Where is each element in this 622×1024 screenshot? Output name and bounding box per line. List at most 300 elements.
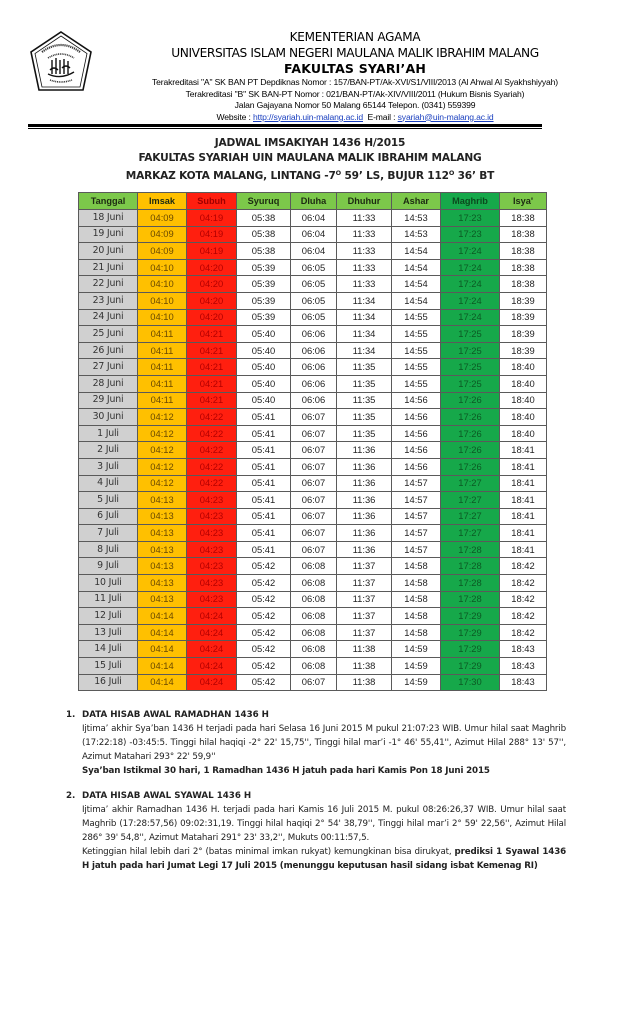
cell-dluha: 06:06	[291, 359, 337, 376]
cell-dhuhur: 11:37	[337, 608, 392, 625]
cell-tanggal: 7 Juli	[79, 525, 138, 542]
cell-dhuhur: 11:34	[337, 326, 392, 343]
cell-tanggal: 6 Juli	[79, 508, 138, 525]
cell-dhuhur: 11:35	[337, 409, 392, 426]
cell-tanggal: 20 Juni	[79, 243, 138, 260]
cell-imsak: 04:12	[138, 425, 187, 442]
cell-ashar: 14:58	[392, 608, 441, 625]
cell-subuh: 04:21	[187, 392, 237, 409]
email-link[interactable]: syariah@uin-malang.ac.id	[397, 111, 494, 122]
hisab-notes	[66, 708, 566, 884]
cell-tanggal: 3 Juli	[79, 458, 138, 475]
cell-dluha: 06:07	[291, 475, 337, 492]
cell-dhuhur: 11:37	[337, 558, 392, 575]
table-row	[79, 541, 547, 558]
cell-tanggal: 21 Juni	[79, 259, 138, 276]
cell-subuh: 04:22	[187, 475, 237, 492]
cell-syuruq: 05:42	[237, 575, 291, 592]
cell-syuruq: 05:41	[237, 409, 291, 426]
cell-imsak: 04:13	[138, 591, 187, 608]
column-header-syuruq: Syuruq	[237, 193, 291, 210]
cell-ashar: 14:59	[392, 674, 441, 691]
cell-tanggal: 23 Juni	[79, 292, 138, 309]
degree-symbol: O	[448, 169, 455, 177]
cell-subuh: 04:23	[187, 525, 237, 542]
cell-subuh: 04:23	[187, 492, 237, 509]
cell-syuruq: 05:40	[237, 326, 291, 343]
table-row	[79, 525, 547, 542]
table-row	[79, 475, 547, 492]
cell-subuh: 04:19	[187, 226, 237, 243]
cell-syuruq: 05:42	[237, 558, 291, 575]
cell-maghrib: 17:25	[441, 375, 500, 392]
cell-isya: 18:39	[500, 292, 547, 309]
cell-maghrib: 17:27	[441, 492, 500, 509]
cell-imsak: 04:13	[138, 558, 187, 575]
cell-dhuhur: 11:37	[337, 575, 392, 592]
cell-imsak: 04:10	[138, 309, 187, 326]
cell-subuh: 04:22	[187, 409, 237, 426]
cell-isya: 18:43	[500, 658, 547, 675]
note-heading: DATA HISAB AWAL RAMADHAN 1436 H	[82, 710, 269, 720]
cell-isya: 18:43	[500, 641, 547, 658]
column-header-imsak: Imsak	[138, 193, 187, 210]
table-row	[79, 392, 547, 409]
cell-isya: 18:39	[500, 326, 547, 343]
cell-isya: 18:40	[500, 409, 547, 426]
note-number: 1.	[66, 710, 76, 720]
cell-dhuhur: 11:33	[337, 226, 392, 243]
cell-isya: 18:40	[500, 359, 547, 376]
cell-ashar: 14:58	[392, 624, 441, 641]
cell-isya: 18:40	[500, 392, 547, 409]
cell-maghrib: 17:28	[441, 591, 500, 608]
table-header-row	[79, 193, 547, 210]
cell-tanggal: 30 Juni	[79, 409, 138, 426]
note-heading: DATA HISAB AWAL SYAWAL 1436 H	[82, 791, 252, 801]
cell-imsak: 04:12	[138, 409, 187, 426]
cell-subuh: 04:23	[187, 591, 237, 608]
schedule-title	[60, 136, 560, 184]
degree-symbol: O	[335, 169, 341, 177]
cell-isya: 18:42	[500, 558, 547, 575]
cell-isya: 18:41	[500, 492, 547, 509]
table-row	[79, 641, 547, 658]
cell-isya: 18:42	[500, 608, 547, 625]
cell-ashar: 14:57	[392, 541, 441, 558]
cell-tanggal: 4 Juli	[79, 475, 138, 492]
cell-subuh: 04:24	[187, 674, 237, 691]
hisab-note	[66, 789, 566, 873]
cell-syuruq: 05:41	[237, 425, 291, 442]
cell-dluha: 06:05	[291, 259, 337, 276]
title-longitude-minutes: 36’ BT	[454, 170, 495, 182]
cell-isya: 18:38	[500, 276, 547, 293]
cell-dhuhur: 11:37	[337, 591, 392, 608]
cell-dluha: 06:06	[291, 375, 337, 392]
cell-ashar: 14:56	[392, 409, 441, 426]
cell-dluha: 06:05	[291, 276, 337, 293]
cell-dhuhur: 11:34	[337, 309, 392, 326]
cell-dhuhur: 11:36	[337, 442, 392, 459]
cell-dluha: 06:08	[291, 558, 337, 575]
cell-syuruq: 05:40	[237, 359, 291, 376]
cell-isya: 18:40	[500, 425, 547, 442]
cell-syuruq: 05:41	[237, 442, 291, 459]
cell-subuh: 04:23	[187, 575, 237, 592]
cell-subuh: 04:19	[187, 210, 237, 227]
cell-imsak: 04:13	[138, 541, 187, 558]
table-row	[79, 558, 547, 575]
cell-isya: 18:40	[500, 375, 547, 392]
cell-subuh: 04:19	[187, 243, 237, 260]
university-seal-icon	[28, 30, 94, 96]
cell-maghrib: 17:25	[441, 359, 500, 376]
cell-maghrib: 17:25	[441, 342, 500, 359]
letterhead-divider-thin	[28, 128, 542, 129]
cell-ashar: 14:54	[392, 243, 441, 260]
cell-dhuhur: 11:36	[337, 475, 392, 492]
table-row	[79, 608, 547, 625]
letterhead	[0, 0, 622, 130]
cell-dluha: 06:07	[291, 492, 337, 509]
cell-ashar: 14:55	[392, 342, 441, 359]
cell-tanggal: 15 Juli	[79, 658, 138, 675]
table-row	[79, 276, 547, 293]
cell-ashar: 14:59	[392, 658, 441, 675]
university-name: UNIVERSITAS ISLAM NEGERI MAULANA MALIK IBRAHIM MALANG	[171, 46, 539, 60]
cell-dluha: 06:07	[291, 442, 337, 459]
cell-dluha: 06:06	[291, 392, 337, 409]
note-conclusion	[82, 845, 566, 873]
cell-tanggal: 12 Juli	[79, 608, 138, 625]
cell-maghrib: 17:24	[441, 259, 500, 276]
cell-syuruq: 05:38	[237, 226, 291, 243]
table-row	[79, 409, 547, 426]
cell-dluha: 06:08	[291, 641, 337, 658]
email-label: E-mail :	[367, 111, 398, 122]
cell-ashar: 14:53	[392, 226, 441, 243]
note-conclusion-bold: Sya’ban Istikmal 30 hari, 1 Ramadhan 1436 H jatuh pada hari Kamis Pon 18 Juni 2015	[82, 766, 490, 776]
contact-line	[100, 112, 610, 124]
cell-dluha: 06:07	[291, 525, 337, 542]
cell-maghrib: 17:30	[441, 674, 500, 691]
cell-imsak: 04:09	[138, 226, 187, 243]
title-line-2: FAKULTAS SYARIAH UIN MAULANA MALIK IBRAHIM MALANG	[138, 152, 482, 164]
cell-subuh: 04:21	[187, 326, 237, 343]
cell-imsak: 04:10	[138, 259, 187, 276]
cell-dhuhur: 11:33	[337, 210, 392, 227]
cell-syuruq: 05:41	[237, 475, 291, 492]
cell-subuh: 04:23	[187, 558, 237, 575]
cell-imsak: 04:14	[138, 658, 187, 675]
table-row	[79, 674, 547, 691]
cell-syuruq: 05:42	[237, 608, 291, 625]
cell-maghrib: 17:26	[441, 392, 500, 409]
cell-tanggal: 18 Juni	[79, 210, 138, 227]
cell-maghrib: 17:26	[441, 409, 500, 426]
cell-ashar: 14:55	[392, 375, 441, 392]
cell-tanggal: 13 Juli	[79, 624, 138, 641]
cell-dhuhur: 11:38	[337, 674, 392, 691]
cell-imsak: 04:11	[138, 392, 187, 409]
cell-syuruq: 05:41	[237, 541, 291, 558]
cell-syuruq: 05:42	[237, 591, 291, 608]
cell-isya: 18:42	[500, 624, 547, 641]
cell-isya: 18:39	[500, 342, 547, 359]
cell-ashar: 14:54	[392, 292, 441, 309]
cell-syuruq: 05:41	[237, 508, 291, 525]
cell-maghrib: 17:29	[441, 608, 500, 625]
cell-syuruq: 05:40	[237, 342, 291, 359]
table-row	[79, 309, 547, 326]
cell-maghrib: 17:26	[441, 458, 500, 475]
cell-maghrib: 17:24	[441, 309, 500, 326]
cell-imsak: 04:11	[138, 375, 187, 392]
cell-dhuhur: 11:37	[337, 624, 392, 641]
note-conclusion-text: Ketinggian hilal lebih dari 2° (batas minimal imkan rukyat) kemungkinan bisa dirukyat,	[82, 847, 455, 857]
cell-ashar: 14:57	[392, 475, 441, 492]
cell-ashar: 14:55	[392, 326, 441, 343]
note-number: 2.	[66, 791, 76, 801]
cell-dhuhur: 11:35	[337, 359, 392, 376]
cell-imsak: 04:14	[138, 608, 187, 625]
cell-dhuhur: 11:36	[337, 458, 392, 475]
cell-dluha: 06:05	[291, 309, 337, 326]
table-row	[79, 492, 547, 509]
cell-dluha: 06:07	[291, 425, 337, 442]
address-line: Jalan Gajayana Nomor 50 Malang 65144 Telepon. (0341) 559399	[234, 100, 476, 110]
cell-syuruq: 05:39	[237, 292, 291, 309]
table-row	[79, 210, 547, 227]
cell-maghrib: 17:29	[441, 624, 500, 641]
cell-ashar: 14:57	[392, 525, 441, 542]
cell-ashar: 14:55	[392, 359, 441, 376]
cell-dhuhur: 11:33	[337, 243, 392, 260]
cell-isya: 18:41	[500, 508, 547, 525]
cell-dhuhur: 11:36	[337, 492, 392, 509]
cell-ashar: 14:59	[392, 641, 441, 658]
column-header-isya: Isya'	[500, 193, 547, 210]
cell-maghrib: 17:29	[441, 658, 500, 675]
cell-subuh: 04:21	[187, 342, 237, 359]
cell-syuruq: 05:39	[237, 259, 291, 276]
cell-ashar: 14:58	[392, 575, 441, 592]
cell-maghrib: 17:27	[441, 475, 500, 492]
table-row	[79, 375, 547, 392]
cell-maghrib: 17:29	[441, 641, 500, 658]
cell-subuh: 04:23	[187, 508, 237, 525]
table-row	[79, 442, 547, 459]
cell-dluha: 06:07	[291, 458, 337, 475]
cell-maghrib: 17:26	[441, 425, 500, 442]
cell-tanggal: 25 Juni	[79, 326, 138, 343]
cell-subuh: 04:21	[187, 359, 237, 376]
cell-subuh: 04:22	[187, 425, 237, 442]
cell-dhuhur: 11:33	[337, 259, 392, 276]
cell-syuruq: 05:42	[237, 658, 291, 675]
title-line-1: JADWAL IMSAKIYAH 1436 H/2015	[214, 137, 406, 149]
cell-subuh: 04:24	[187, 624, 237, 641]
cell-imsak: 04:09	[138, 210, 187, 227]
cell-imsak: 04:12	[138, 475, 187, 492]
cell-maghrib: 17:23	[441, 226, 500, 243]
accreditation-line-1: Terakreditasi "A" SK BAN PT Depdiknas Nomor : 157/BAN-PT/Ak-XVI/S1/VIII/2013 (Al Ahwal Al Syakhshiyyah)	[151, 77, 559, 87]
cell-isya: 18:42	[500, 591, 547, 608]
cell-dluha: 06:07	[291, 674, 337, 691]
website-link[interactable]: http://syariah.uin-malang.ac.id	[253, 111, 363, 122]
cell-subuh: 04:23	[187, 541, 237, 558]
cell-imsak: 04:09	[138, 243, 187, 260]
cell-tanggal: 26 Juni	[79, 342, 138, 359]
cell-isya: 18:41	[500, 458, 547, 475]
cell-maghrib: 17:24	[441, 243, 500, 260]
cell-dhuhur: 11:34	[337, 342, 392, 359]
cell-syuruq: 05:39	[237, 309, 291, 326]
cell-dhuhur: 11:38	[337, 641, 392, 658]
ministry-name: KEMENTERIAN AGAMA	[289, 30, 421, 44]
cell-ashar: 14:58	[392, 591, 441, 608]
cell-ashar: 14:56	[392, 458, 441, 475]
cell-maghrib: 17:27	[441, 508, 500, 525]
table-row	[79, 508, 547, 525]
table-row	[79, 658, 547, 675]
cell-tanggal: 9 Juli	[79, 558, 138, 575]
cell-dhuhur: 11:36	[337, 525, 392, 542]
cell-subuh: 04:20	[187, 259, 237, 276]
column-header-tanggal: Tanggal	[79, 193, 138, 210]
cell-subuh: 04:22	[187, 458, 237, 475]
cell-subuh: 04:20	[187, 292, 237, 309]
cell-isya: 18:38	[500, 226, 547, 243]
column-header-dhuhur: Dhuhur	[337, 193, 392, 210]
cell-tanggal: 29 Juni	[79, 392, 138, 409]
cell-ashar: 14:53	[392, 210, 441, 227]
cell-dhuhur: 11:35	[337, 375, 392, 392]
cell-isya: 18:41	[500, 541, 547, 558]
note-conclusion	[82, 764, 566, 778]
imsakiyah-schedule-table	[78, 192, 547, 691]
cell-dluha: 06:08	[291, 591, 337, 608]
cell-maghrib: 17:28	[441, 541, 500, 558]
cell-ashar: 14:56	[392, 442, 441, 459]
column-header-subuh: Subuh	[187, 193, 237, 210]
cell-isya: 18:42	[500, 575, 547, 592]
cell-maghrib: 17:25	[441, 326, 500, 343]
cell-tanggal: 16 Juli	[79, 674, 138, 691]
cell-tanggal: 27 Juni	[79, 359, 138, 376]
table-row	[79, 425, 547, 442]
cell-imsak: 04:13	[138, 525, 187, 542]
cell-subuh: 04:21	[187, 375, 237, 392]
cell-ashar: 14:54	[392, 259, 441, 276]
cell-maghrib: 17:24	[441, 292, 500, 309]
letterhead-divider	[28, 124, 542, 127]
cell-syuruq: 05:40	[237, 375, 291, 392]
cell-subuh: 04:24	[187, 608, 237, 625]
cell-imsak: 04:11	[138, 326, 187, 343]
cell-subuh: 04:24	[187, 641, 237, 658]
table-row	[79, 359, 547, 376]
table-row	[79, 243, 547, 260]
cell-syuruq: 05:42	[237, 674, 291, 691]
cell-imsak: 04:11	[138, 359, 187, 376]
cell-imsak: 04:12	[138, 442, 187, 459]
cell-dluha: 06:07	[291, 541, 337, 558]
cell-tanggal: 11 Juli	[79, 591, 138, 608]
cell-isya: 18:43	[500, 674, 547, 691]
cell-imsak: 04:11	[138, 342, 187, 359]
cell-dhuhur: 11:35	[337, 425, 392, 442]
cell-dluha: 06:08	[291, 658, 337, 675]
cell-isya: 18:38	[500, 259, 547, 276]
note-body: Ijtima’ akhir Sya’ban 1436 H terjadi pada hari Selasa 16 Juni 2015 M pukul 21:07:23 WIB. Umur hilal saat Maghrib (17:22:18) -03:45:5. Tinggi hilal haqiqi -2° 22' 15,75'', Tinggi hilal mar’i -1° 46' 55,41'', Azimut Hilal 288° 13' 57'', Azimut Matahari 293° 22' 59,9''	[82, 724, 566, 762]
cell-syuruq: 05:38	[237, 210, 291, 227]
faculty-name: FAKULTAS SYARI’AH	[284, 61, 426, 76]
cell-tanggal: 8 Juli	[79, 541, 138, 558]
cell-isya: 18:41	[500, 442, 547, 459]
table-row	[79, 292, 547, 309]
cell-tanggal: 5 Juli	[79, 492, 138, 509]
cell-imsak: 04:14	[138, 674, 187, 691]
cell-syuruq: 05:42	[237, 624, 291, 641]
cell-ashar: 14:57	[392, 508, 441, 525]
cell-syuruq: 05:41	[237, 525, 291, 542]
cell-syuruq: 05:39	[237, 276, 291, 293]
cell-subuh: 04:24	[187, 658, 237, 675]
cell-dluha: 06:05	[291, 292, 337, 309]
cell-isya: 18:41	[500, 475, 547, 492]
table-body	[79, 210, 547, 691]
cell-dluha: 06:06	[291, 326, 337, 343]
cell-ashar: 14:58	[392, 558, 441, 575]
table-row	[79, 624, 547, 641]
cell-dhuhur: 11:34	[337, 292, 392, 309]
table-row	[79, 342, 547, 359]
cell-imsak: 04:13	[138, 492, 187, 509]
cell-maghrib: 17:28	[441, 575, 500, 592]
table-row	[79, 575, 547, 592]
table-row	[79, 259, 547, 276]
cell-syuruq: 05:40	[237, 392, 291, 409]
cell-syuruq: 05:41	[237, 492, 291, 509]
cell-isya: 18:41	[500, 525, 547, 542]
website-label: Website :	[216, 111, 253, 122]
cell-tanggal: 24 Juni	[79, 309, 138, 326]
column-header-dluha: Dluha	[291, 193, 337, 210]
cell-imsak: 04:10	[138, 292, 187, 309]
cell-ashar: 14:55	[392, 309, 441, 326]
hisab-note	[66, 708, 566, 778]
cell-isya: 18:38	[500, 210, 547, 227]
cell-isya: 18:39	[500, 309, 547, 326]
cell-ashar: 14:56	[392, 425, 441, 442]
cell-ashar: 14:57	[392, 492, 441, 509]
cell-dluha: 06:08	[291, 608, 337, 625]
cell-imsak: 04:12	[138, 458, 187, 475]
cell-tanggal: 1 Juli	[79, 425, 138, 442]
note-conclusion-bold: prediksi 1 Syawal 1436 H jatuh pada hari Jumat Legi 17 Juli 2015 (menunggu keputusan hasil sidang isbat Kemenag RI)	[82, 847, 566, 871]
cell-imsak: 04:13	[138, 508, 187, 525]
cell-dluha: 06:04	[291, 226, 337, 243]
table-row	[79, 326, 547, 343]
cell-dhuhur: 11:35	[337, 392, 392, 409]
cell-maghrib: 17:23	[441, 210, 500, 227]
cell-imsak: 04:13	[138, 575, 187, 592]
cell-dhuhur: 11:36	[337, 541, 392, 558]
accreditation-line-2: Terakreditasi "B" SK BAN-PT Nomor : 021/BAN-PT/Ak-XIV/VIII/2011 (Hukum Bisnis Syariah)	[185, 88, 525, 99]
cell-ashar: 14:56	[392, 392, 441, 409]
